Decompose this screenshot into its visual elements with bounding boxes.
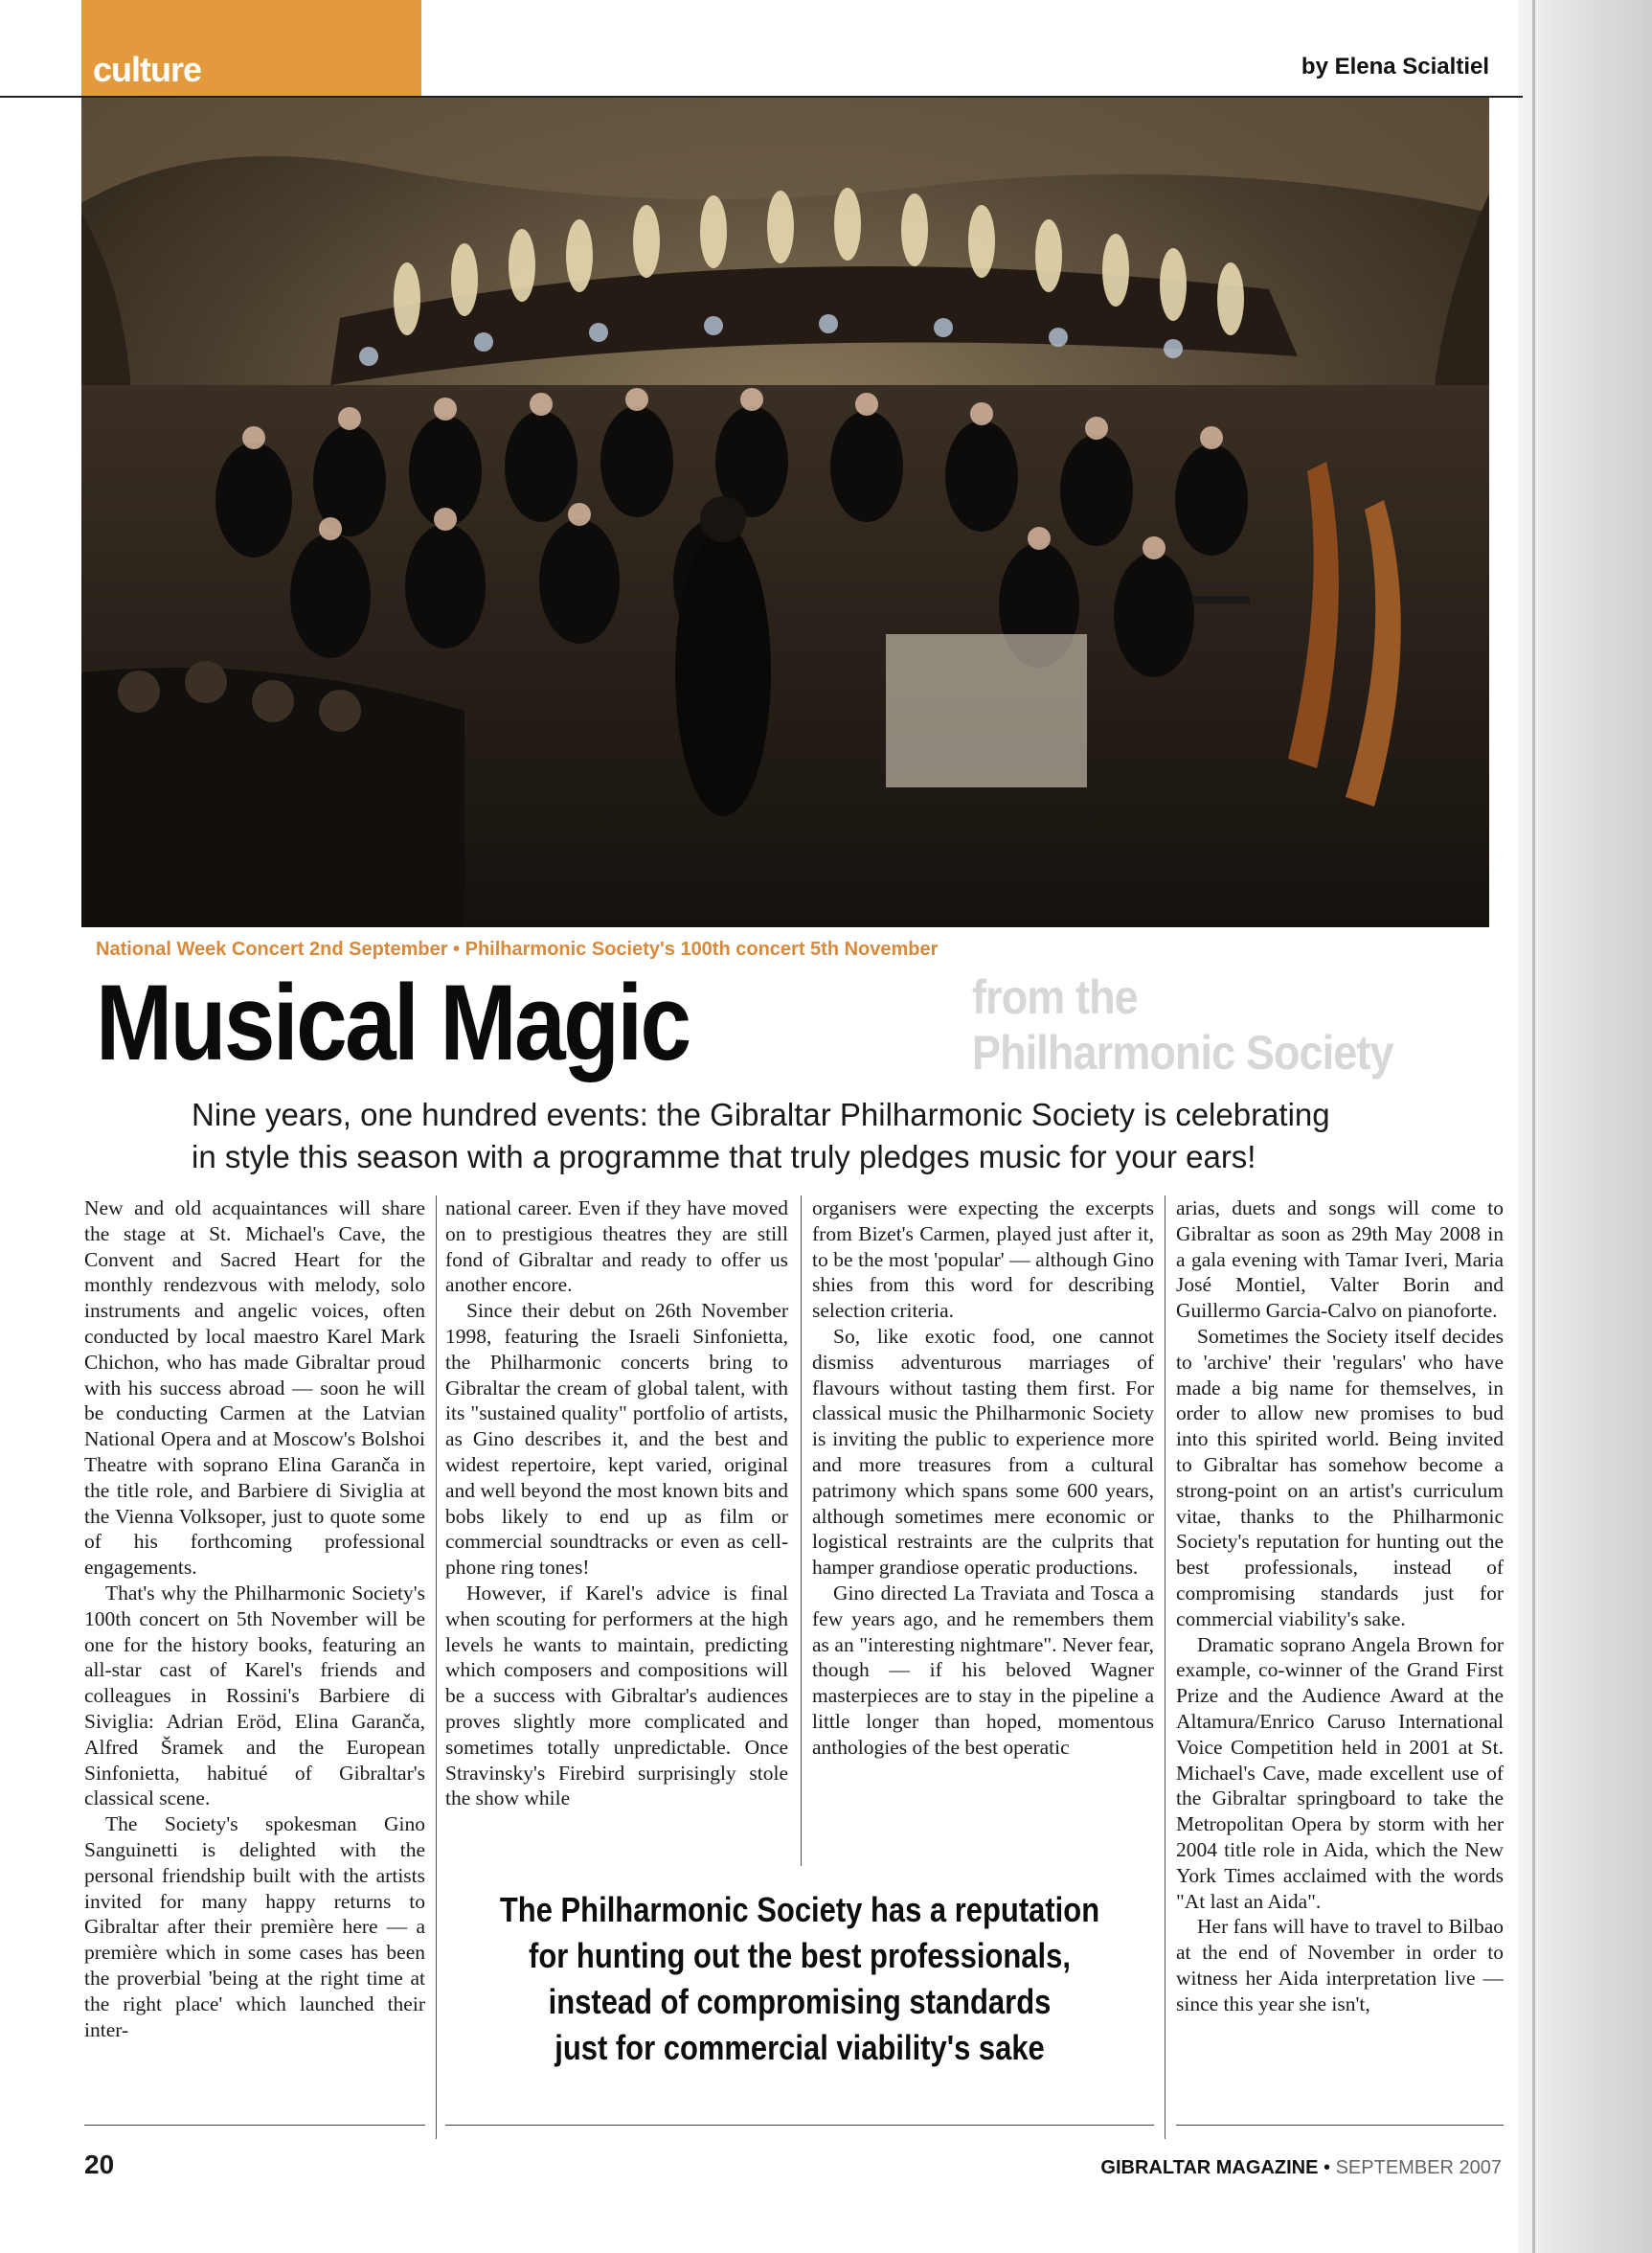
page-edge	[1532, 0, 1535, 2253]
section-label: culture	[93, 50, 202, 89]
paragraph: New and old acquaintances will share the stage at St. Michael's Cave, the Convent and Sacred Heart for the monthly rendezvous with melody, solo instruments and angelic voices, often conducted by local maestro Karel Mark Chichon, who has made Gibraltar proud with his success abroad — soon he will be conducting Carmen at the Latvian National Opera and at Moscow's Bolshoi Theatre with soprano Elina Garanča in the title role, and Barbiere di Siviglia at the Vienna Volksoper, just to quote some of his forthcoming professional engagements.	[84, 1196, 425, 1580]
photo-caption: National Week Concert 2nd September • Philharmonic Society's 100th concert 5th November	[96, 939, 939, 960]
pull-quote-line-4: just for commercial viability's sake	[554, 2028, 1045, 2067]
paragraph: The Society's spokesman Gino Sanguinetti is delighted with the personal friendship built with the artists invited for many happy returns to Gibraltar after their première here — a première which in some cases has been the proverbial 'being at the right time at the right place' which launched their inter-	[84, 1812, 425, 2041]
pull-quote	[495, 1887, 1104, 2071]
footer-separator: •	[1324, 2157, 1331, 2178]
headline: Musical Magic	[96, 963, 690, 1082]
paragraph: organisers were expecting the excerpts from Bizet's Carmen, played just after it, to be the most 'popular' — although Gino shies from this word for describing selection criteria.	[812, 1196, 1154, 1323]
article-column-2	[445, 1195, 788, 1856]
paragraph: arias, duets and songs will come to Gibraltar as soon as 29th May 2008 in a gala evening with Tamar Iveri, Maria José Montiel, Valter Borin and Guillermo Garcia-Calvo on pianoforte.	[1176, 1196, 1504, 1323]
issue-date: SEPTEMBER 2007	[1335, 2157, 1502, 2178]
pull-quote-line-3: instead of compromising standards	[548, 1982, 1052, 2021]
article-column-1	[84, 1195, 425, 2115]
article-column-3	[812, 1195, 1154, 1856]
column-divider	[436, 1195, 437, 2139]
paragraph: Dramatic soprano Angela Brown for example, co-winner of the Grand First Prize and the Audience Award at the Altamura/Enrico Caruso International Voice Competition held in 2001 at St. Michael's Cave, made excellent use of the Gibraltar springboard to take the Metropolitan Opera by storm with her 2004 title role in Aida, which the New York Times acclaimed with the words "At last an Aida".	[1176, 1632, 1504, 1913]
subhead-line-1: from the	[972, 970, 1138, 1024]
pull-quote-line-2: for hunting out the best professionals,	[529, 1936, 1071, 1975]
pull-quote-line-1: The Philharmonic Society has a reputation	[499, 1890, 1100, 1929]
paragraph: So, like exotic food, one cannot dismiss adventurous marriages of flavours without tasting them first. For classical music the Philharmonic Society is inviting the public to experience more and more treasures from a cultural patrimony which spans some 600 years, although sometimes mere economic or logistical restraints are the culprits that hamper grandiose operatic productions.	[812, 1324, 1154, 1580]
footer-rule	[1176, 2125, 1504, 2126]
page-number: 20	[84, 2150, 115, 2179]
subhead-line-2: Philharmonic Society	[972, 1026, 1393, 1080]
paragraph: Gino directed La Traviata and Tosca a few years ago, and he remembers them as an "interesting nightmare". Never fear, though — if his beloved Wagner masterpieces are to stay in the pipeline a little longer than hoped, momentous anthologies of the best operatic	[812, 1581, 1154, 1759]
article-column-4	[1176, 1195, 1504, 2115]
standfirst-line-1: Nine years, one hundred events: the Gibraltar Philharmonic Society is celebrating	[192, 1097, 1330, 1132]
paragraph: Her fans will have to travel to Bilbao at the end of November in order to witness her Aida interpretation live — since this year she isn't,	[1176, 1915, 1504, 2015]
paragraph: That's why the Philharmonic Society's 100th concert on 5th November will be one for the history books, featuring an all-star cast of Karel's friends and colleagues in Rossini's Barbiere di Siviglia: Adrian Eröd, Elina Garanča, Alfred Šramek and the European Sinfonietta, habitué of Gibraltar's classical scene.	[84, 1581, 425, 1810]
paragraph: Since their debut on 26th November 1998, featuring the Israeli Sinfonietta, the Philharmonic concerts bring to Gibraltar the cream of global talent, with its "sustained quality" portfolio of artists, as Gino describes it, and the best and widest repertoire, kept varied, original and well beyond the most known bits and bobs likely to end up as film or commercial soundtracks or even as cell-phone ring tones!	[445, 1299, 788, 1580]
footer-rule	[445, 2125, 1154, 2126]
footer-rule	[84, 2125, 425, 2126]
section-tab	[81, 0, 421, 96]
concert-photo	[81, 98, 1489, 927]
footer-masthead	[1100, 2157, 1502, 2179]
column-divider	[801, 1195, 802, 1866]
standfirst-line-2: in style this season with a programme that truly pledges music for your ears!	[192, 1139, 1256, 1174]
paragraph: However, if Karel's advice is final when scouting for performers at the high levels he wants to maintain, predicting which composers and compositions will be a success with Gibraltar's audiences proves slightly more complicated and sometimes totally unpredictable. Once Stravinsky's Firebird surprisingly stole the show while	[445, 1581, 788, 1810]
page-gutter-shadow	[1518, 0, 1652, 2253]
byline: by Elena Scialtiel	[1301, 54, 1489, 80]
paragraph: national career. Even if they have moved on to prestigious theatres they are still fond of Gibraltar and ready to offer us another encore.	[445, 1196, 788, 1297]
magazine-name: GIBRALTAR MAGAZINE	[1100, 2157, 1319, 2178]
paragraph: Sometimes the Society itself decides to 'archive' their 'regulars' who have made a big name for themselves, in order to allow new promises to bud into this spirited world. Being invited to Gibraltar has somehow become a strong-point on an artist's curriculum vitae, thanks to the Philharmonic Society's reputation for hunting out the best professionals, instead of compromising standards just for commercial viability's sake.	[1176, 1324, 1504, 1630]
standfirst	[192, 1094, 1437, 1178]
